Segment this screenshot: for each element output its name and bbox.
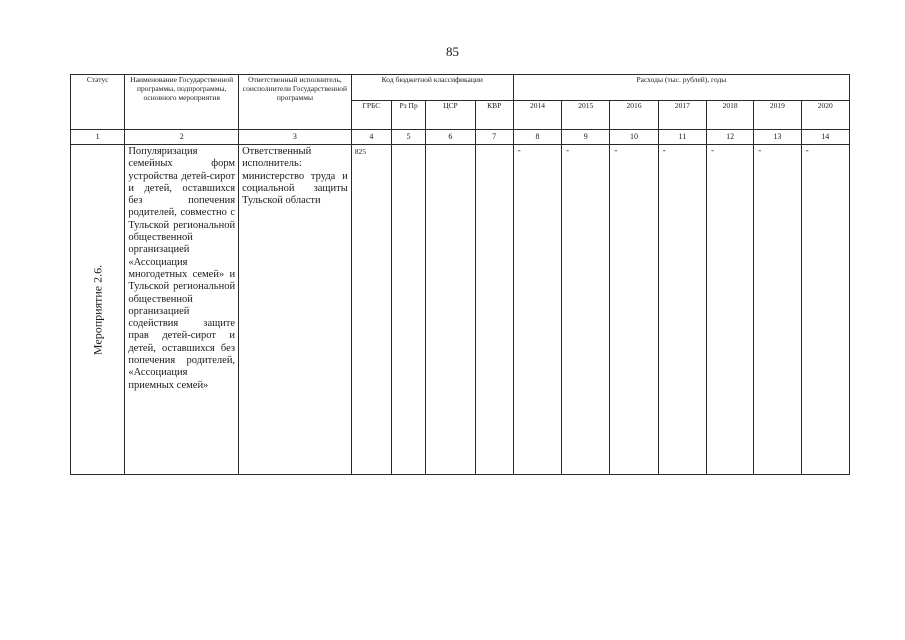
column-number: 12 bbox=[706, 130, 753, 145]
column-number: 1 bbox=[71, 130, 125, 145]
expense-cell bbox=[562, 145, 610, 475]
header-csr: ЦСР bbox=[426, 101, 475, 130]
header-grbs: ГРБС bbox=[351, 101, 391, 130]
column-number: 10 bbox=[610, 130, 658, 145]
expense-value: - bbox=[662, 145, 666, 155]
rzpr-cell bbox=[392, 145, 426, 475]
kvr-value bbox=[476, 145, 513, 149]
expense-value: - bbox=[710, 145, 714, 155]
grbs-value: 825 bbox=[354, 147, 367, 156]
page-number: 85 bbox=[446, 44, 459, 59]
expense-value: - bbox=[614, 145, 618, 155]
expense-cell bbox=[706, 145, 753, 475]
kvr-cell bbox=[475, 145, 513, 475]
header-expenses: Расходы (тыс. рублей), годы bbox=[513, 75, 849, 101]
header-responsible: Ответственный исполнитель, соисполнители Государственной программы bbox=[239, 75, 352, 130]
column-number: 14 bbox=[801, 130, 849, 145]
measure-name: Популяризация семейных форм устройства детей-сирот и детей, оставшихся без попечения родителей, совместно с Тульской региональной общественной организацией «Ассоциация многодетных семей» и Тульской региональной общественной организацией содействия защите прав детей-сирот и детей, оставшихся без попечения родителей, «Ассоциация приемных семей» bbox=[128, 146, 236, 391]
column-number: 2 bbox=[125, 130, 239, 145]
expense-value: - bbox=[805, 145, 809, 155]
header-year: 2015 bbox=[562, 101, 610, 130]
header-status: Статус bbox=[71, 75, 125, 130]
expense-cell bbox=[754, 145, 801, 475]
status-text: Мероприятие 2.6. bbox=[90, 264, 105, 355]
expense-cell bbox=[658, 145, 706, 475]
column-number: 7 bbox=[475, 130, 513, 145]
name-cell bbox=[125, 145, 239, 475]
column-number: 13 bbox=[754, 130, 801, 145]
budget-table bbox=[70, 74, 850, 475]
header-rzpr: Рз Пр bbox=[392, 101, 426, 130]
header-year: 2020 bbox=[801, 101, 849, 130]
rzpr-value bbox=[392, 145, 425, 149]
header-year: 2019 bbox=[754, 101, 801, 130]
column-number: 4 bbox=[351, 130, 391, 145]
header-kvr: КВР bbox=[475, 101, 513, 130]
column-number: 5 bbox=[392, 130, 426, 145]
grbs-cell bbox=[351, 145, 391, 475]
header-year: 2018 bbox=[706, 101, 753, 130]
expense-cell bbox=[610, 145, 658, 475]
expense-value: - bbox=[517, 145, 521, 155]
header-year: 2017 bbox=[658, 101, 706, 130]
csr-value bbox=[426, 145, 474, 149]
expense-cell bbox=[513, 145, 561, 475]
column-number: 9 bbox=[562, 130, 610, 145]
expense-value: - bbox=[758, 145, 762, 155]
header-row-1 bbox=[71, 75, 850, 101]
column-number: 8 bbox=[513, 130, 561, 145]
header-name: Наименование Государственной программы, подпрограммы, основного мероприятия bbox=[125, 75, 239, 130]
header-budget-code: Код бюджетной классификации bbox=[351, 75, 513, 101]
table-row bbox=[71, 145, 850, 475]
header-year: 2014 bbox=[513, 101, 561, 130]
expense-cell bbox=[801, 145, 849, 475]
column-number: 6 bbox=[426, 130, 475, 145]
column-number: 11 bbox=[658, 130, 706, 145]
header-year: 2016 bbox=[610, 101, 658, 130]
column-number-row bbox=[71, 130, 850, 145]
csr-cell bbox=[426, 145, 475, 475]
responsible-cell bbox=[239, 145, 352, 475]
column-number: 3 bbox=[239, 130, 352, 145]
responsible-executor: Ответственный исполнитель: министерство труда и социальной защиты Тульской области bbox=[242, 146, 348, 207]
status-cell bbox=[71, 145, 125, 475]
expense-value: - bbox=[566, 145, 570, 155]
